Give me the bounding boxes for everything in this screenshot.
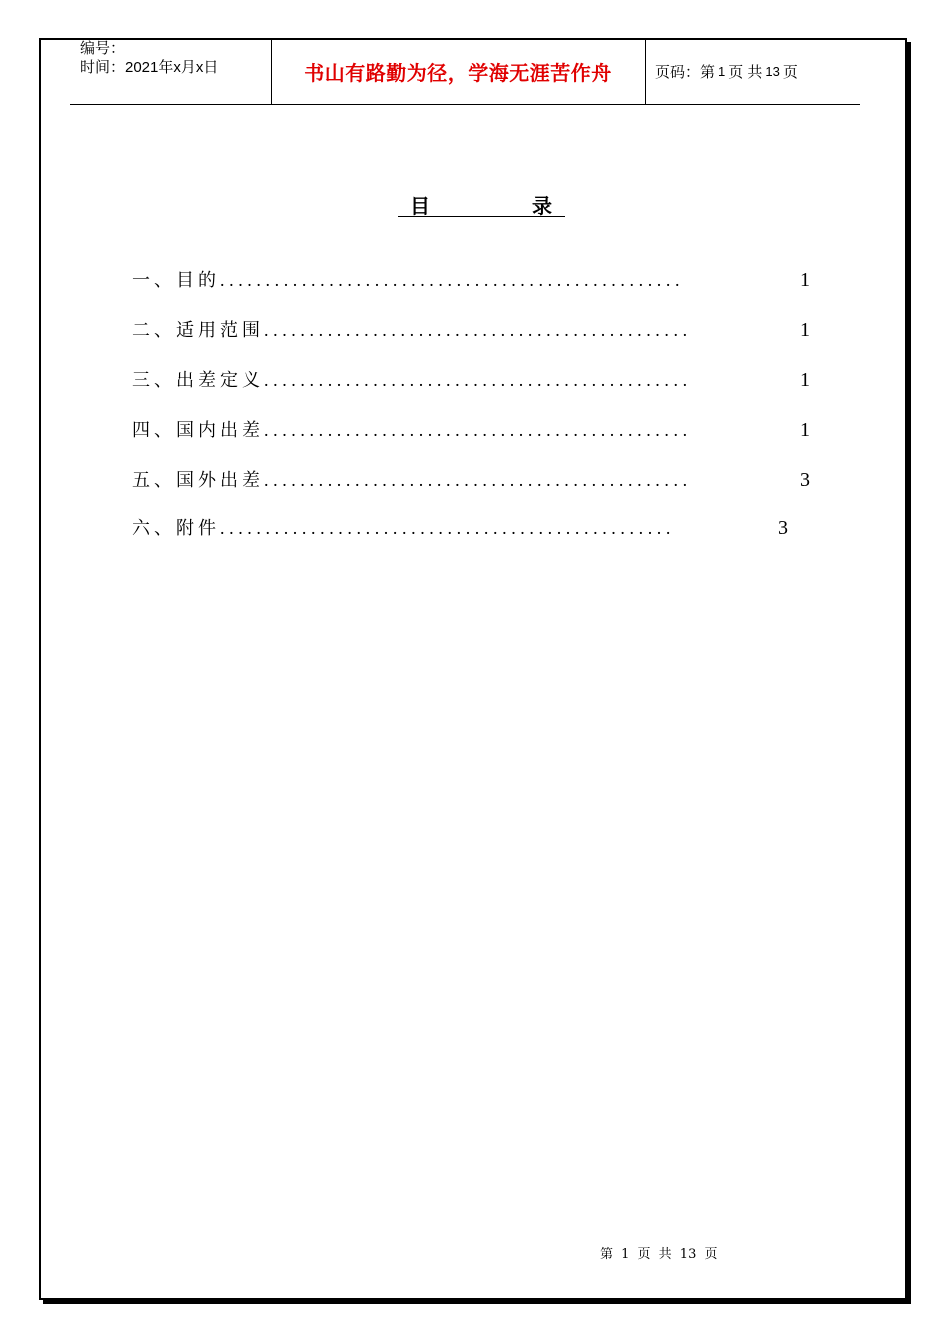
toc-entry-label: 三、出差定义 [132,370,264,391]
toc-entry-label: 六、附件 [132,518,220,539]
toc-entry[interactable] [132,466,810,492]
toc-entry-page: 1 [800,319,810,341]
header-divider [645,39,646,104]
toc-title-char: 目 [410,194,430,218]
toc-entry-leader: ............................................... [264,470,692,490]
toc-entry-page: 1 [800,369,810,391]
toc-title [398,190,565,217]
toc-entry-page: 1 [800,419,810,441]
page-total: 13 [765,64,780,79]
page-border [39,38,907,1300]
toc-entry-leader: ............................................... [264,420,692,440]
page-footer: 第 1 页 共 13 页 [600,1247,718,1262]
toc-entry[interactable] [132,316,810,342]
header-meta [80,39,218,77]
toc-entry-leader: ............................................... [264,320,692,340]
toc-entry[interactable] [132,514,788,540]
toc-entry-leader: ............................................... [264,370,692,390]
toc-entry-page: 1 [800,269,810,291]
toc-entry-page: 3 [800,469,810,491]
page-prefix: 页码：第 [655,64,716,81]
header-page-number [655,39,798,104]
page-suffix: 页 [782,64,798,81]
date-label: 时间：2021年x月x日 [80,59,219,76]
serial-label: 编号： [80,40,126,57]
toc-entry-label: 一、目的 [132,270,220,291]
toc-entry[interactable] [132,416,810,442]
page-mid: 页 共 [728,64,763,81]
toc-entry[interactable] [132,366,810,392]
toc-entry-leader: ................................................... [220,270,685,290]
toc-entry-label: 四、国内出差 [132,420,264,441]
toc-entry[interactable] [132,266,810,292]
toc-entry-leader: .................................................. [220,518,675,538]
page-shadow [907,42,911,1304]
toc-title-char: 录 [532,194,552,218]
page-header [70,39,860,105]
header-motto: 书山有路勤为径，学海无涯苦作舟 [304,61,612,85]
toc-entry-page: 3 [778,517,788,539]
page-current: 1 [718,64,726,79]
toc-entry-label: 二、适用范围 [132,320,264,341]
toc-entry-label: 五、国外出差 [132,470,264,491]
page-shadow [43,1300,911,1304]
